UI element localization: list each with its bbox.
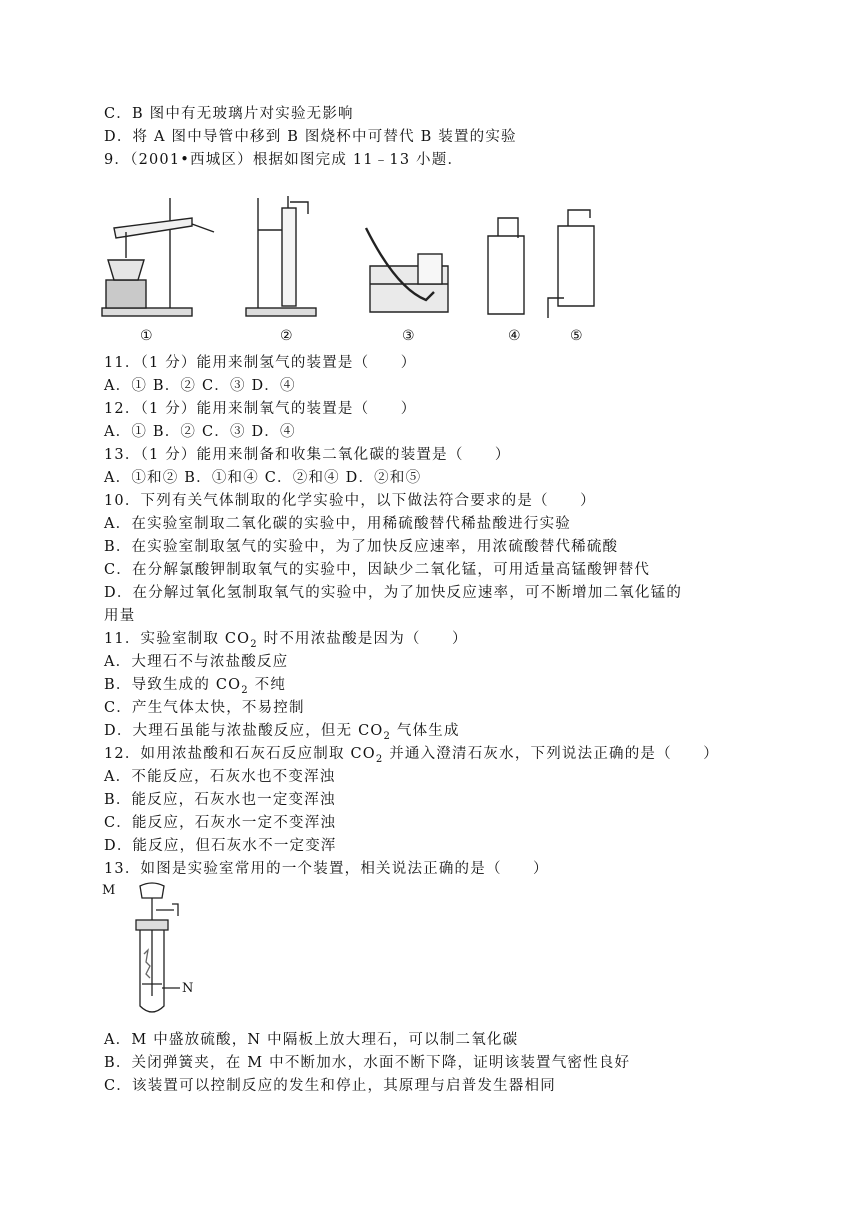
question-12a: 12．（1 分）能用来制氧气的装置是（ ） bbox=[104, 401, 417, 417]
question-12-option-c: C．能反应，石灰水一定不变浑浊 bbox=[104, 815, 337, 831]
q11d-sub: 2 bbox=[383, 730, 392, 742]
q12-text-b: 并通入澄清石灰水，下列说法正确的是（ ） bbox=[383, 746, 719, 762]
q12-sub: 2 bbox=[375, 753, 384, 765]
figure-label-4: ④ bbox=[508, 328, 521, 344]
question-12-option-b: B．能反应，石灰水也一定变浑浊 bbox=[104, 792, 336, 808]
question-10-option-d-cont: 用量 bbox=[104, 608, 136, 624]
label-n: N bbox=[182, 981, 194, 996]
figure-label-3: ③ bbox=[402, 328, 415, 344]
question-12 bbox=[104, 744, 719, 770]
question-11-option-c: C．产生气体太快，不易控制 bbox=[104, 700, 305, 716]
question-10-option-d: D．在分解过氧化氢制取氧气的实验中，为了加快反应速率，可不断增加二氧化锰的 bbox=[104, 585, 683, 601]
question-13-option-b: B．关闭弹簧夹，在 M 中不断加水，水面不断下降，证明该装置气密性良好 bbox=[104, 1055, 631, 1071]
question-11-option-a: A．大理石不与浓盐酸反应 bbox=[104, 654, 289, 670]
question-10: 10．下列有关气体制取的化学实验中，以下做法符合要求的是（ ） bbox=[104, 493, 596, 509]
q12-text-a: 12．如用浓盐酸和石灰石反应制取 CO bbox=[104, 746, 376, 762]
question-12a-options: A．① B．② C．③ D．④ bbox=[104, 424, 296, 440]
q11b-sub: 2 bbox=[241, 684, 249, 696]
option-c-line: C．B 图中有无玻璃片对实验无影响 bbox=[104, 106, 354, 122]
question-10-option-c: C．在分解氯酸钾制取氧气的实验中，因缺少二氧化锰，可用适量高锰酸钾替代 bbox=[104, 562, 651, 578]
question-13: 13．如图是实验室常用的一个装置，相关说法正确的是（ ） bbox=[104, 861, 549, 877]
q11d-text-b: 气体生成 bbox=[391, 723, 460, 739]
q11b-text-a: B．导致生成的 CO bbox=[104, 677, 242, 693]
question-11a: 11．（1 分）能用来制氢气的装置是（ ） bbox=[104, 355, 417, 371]
question-13a: 13．（1 分）能用来制备和收集二氧化碳的装置是（ ） bbox=[104, 447, 511, 463]
q11-text-b: 时不用浓盐酸是因为（ ） bbox=[257, 631, 468, 647]
question-10-option-b: B．在实验室制取氢气的实验中，为了加快反应速率，用浓硫酸替代稀硫酸 bbox=[104, 539, 619, 555]
question-12-option-d: D．能反应，但石灰水不一定变浑 bbox=[104, 838, 337, 854]
q11-sub: 2 bbox=[250, 638, 258, 650]
q11b-text-b: 不纯 bbox=[248, 677, 287, 693]
q11-text-a: 11．实验室制取 CO bbox=[104, 631, 251, 647]
figure-label-5: ⑤ bbox=[570, 328, 583, 344]
question-10-option-a: A．在实验室制取二氧化碳的实验中，用稀硫酸替代稀盐酸进行实验 bbox=[104, 516, 571, 532]
question-11-option-b bbox=[104, 675, 286, 701]
apparatus-figure bbox=[96, 188, 636, 348]
figure-label-1: ① bbox=[140, 328, 153, 344]
question-11-option-d bbox=[104, 721, 460, 747]
figure-label-2: ② bbox=[280, 328, 293, 344]
question-13a-options: A．①和② B．①和④ C．②和④ D．②和⑤ bbox=[104, 470, 422, 486]
question-11a-options: A．① B．② C．③ D．④ bbox=[104, 378, 296, 394]
option-d-line: D．将 A 图中导管中移到 B 图烧杯中可替代 B 装置的实验 bbox=[104, 129, 517, 145]
question-12-option-a: A．不能反应，石灰水也不变浑浊 bbox=[104, 769, 336, 785]
label-m: M bbox=[102, 883, 116, 898]
question-13-option-a: A．M 中盛放硫酸，N 中隔板上放大理石，可以制二氧化碳 bbox=[104, 1032, 519, 1048]
question-9-header: 9．（2001•西城区）根据如图完成 11﹣13 小题． bbox=[104, 152, 464, 168]
q11d-text-a: D．大理石虽能与浓盐酸反应，但无 CO bbox=[104, 723, 384, 739]
question-11 bbox=[104, 629, 468, 655]
generator-device-figure bbox=[96, 878, 206, 1018]
question-13-option-c: C．该装置可以控制反应的发生和停止，其原理与启普发生器相同 bbox=[104, 1078, 556, 1094]
